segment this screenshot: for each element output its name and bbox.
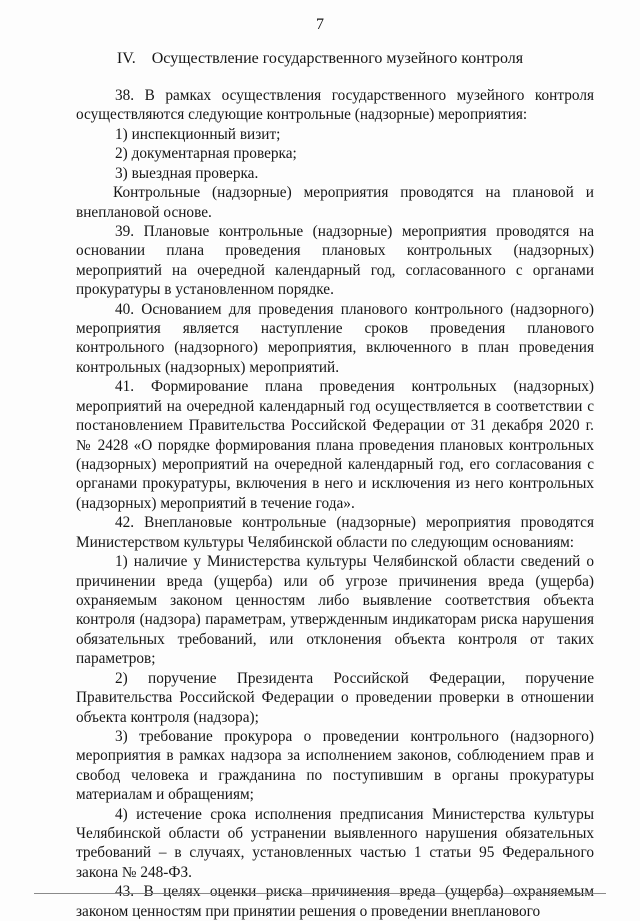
paragraph-planned-basis: Контрольные (надзорные) мероприятия проводятся на плановой и внеплановой основе. — [76, 184, 594, 221]
list-item-onsite-check: 3) выездная проверка. — [115, 164, 259, 182]
list-item-prosecutor-demand: 3) требование прокурора о проведении контрольного (надзорного) мероприятия в рамках надзора за исполнением законов, соблюдением прав и свобод человека и гражданина по поступившим в органы прокуратуры материалам и обращениям; — [76, 727, 594, 804]
section-title: Осуществление государственного музейного контроля — [151, 50, 524, 67]
section-number: IV. — [116, 50, 136, 67]
paragraph-39: 39. Плановые контрольные (надзорные) мероприятия проводятся на основании плана проведения плановых контрольных (надзорных) мероприятий на очередной календарный год, согласованного с органами прокуратуры в установленном порядке. — [76, 222, 594, 299]
list-item-president-order: 2) поручение Президента Российской Федерации, поручение Правительства Российской Федерации о проведении проверки в отношении объекта контроля (надзора); — [76, 669, 594, 726]
section-heading — [0, 50, 640, 68]
paragraph-42: 42. Внеплановые контрольные (надзорные) мероприятия проводятся Министерством культуры Челябинской области по следующим основаниям: — [76, 514, 594, 551]
list-item-documentary-check: 2) документарная проверка; — [115, 145, 297, 163]
paragraph-38: 38. В рамках осуществления государственного музейного контроля осуществляются следующие контрольные (надзорные) мероприятия: — [76, 87, 594, 124]
document-body — [76, 86, 594, 921]
paragraph-43: 43. В целях оценки риска причинения вреда (ущерба) охраняемым законом ценностям при принятии решения о проведении внепланового — [76, 883, 594, 920]
list-item-risk-information: 1) наличие у Министерства культуры Челябинской области сведений о причинении вреда (ущерба) или об угрозе причинения вреда (ущерба) охраняемым законом ценностям либо выявление соответствия объекта контроля (надзора) параметрам, утвержденным индикаторам риска нарушения обязательных требований, или отклонения объекта контроля от таких параметров; — [76, 553, 594, 668]
page-number: 7 — [316, 16, 324, 33]
list-item-inspection-visit: 1) инспекционный визит; — [115, 125, 281, 143]
bottom-divider — [34, 893, 606, 894]
list-item-order-expiry: 4) истечение срока исполнения предписания Министерства культуры Челябинской области об устранении выявленного нарушения обязательных требований – в случаях, установленных частью 1 статьи 95 Федерального закона № 248-ФЗ. — [76, 805, 594, 881]
paragraph-40: 40. Основанием для проведения планового контрольного (надзорного) мероприятия является наступление сроков проведения планового контрольного (надзорного) мероприятия, включенного в план проведения контрольных (надзорных) мероприятий. — [76, 300, 594, 376]
paragraph-41: 41. Формирование плана проведения контрольных (надзорных) мероприятий на очередной календарный год осуществляется в соответствии с постановлением Правительства Российской Федерации от 31 декабря 2020 г. № 2428 «О порядке формирования плана проведения плановых контрольных (надзорных) мероприятий на очередной календарный год, его согласования с органами прокуратуры, включения в него и исключения из него контрольных (надзорных) мероприятий в течение года». — [76, 378, 594, 512]
